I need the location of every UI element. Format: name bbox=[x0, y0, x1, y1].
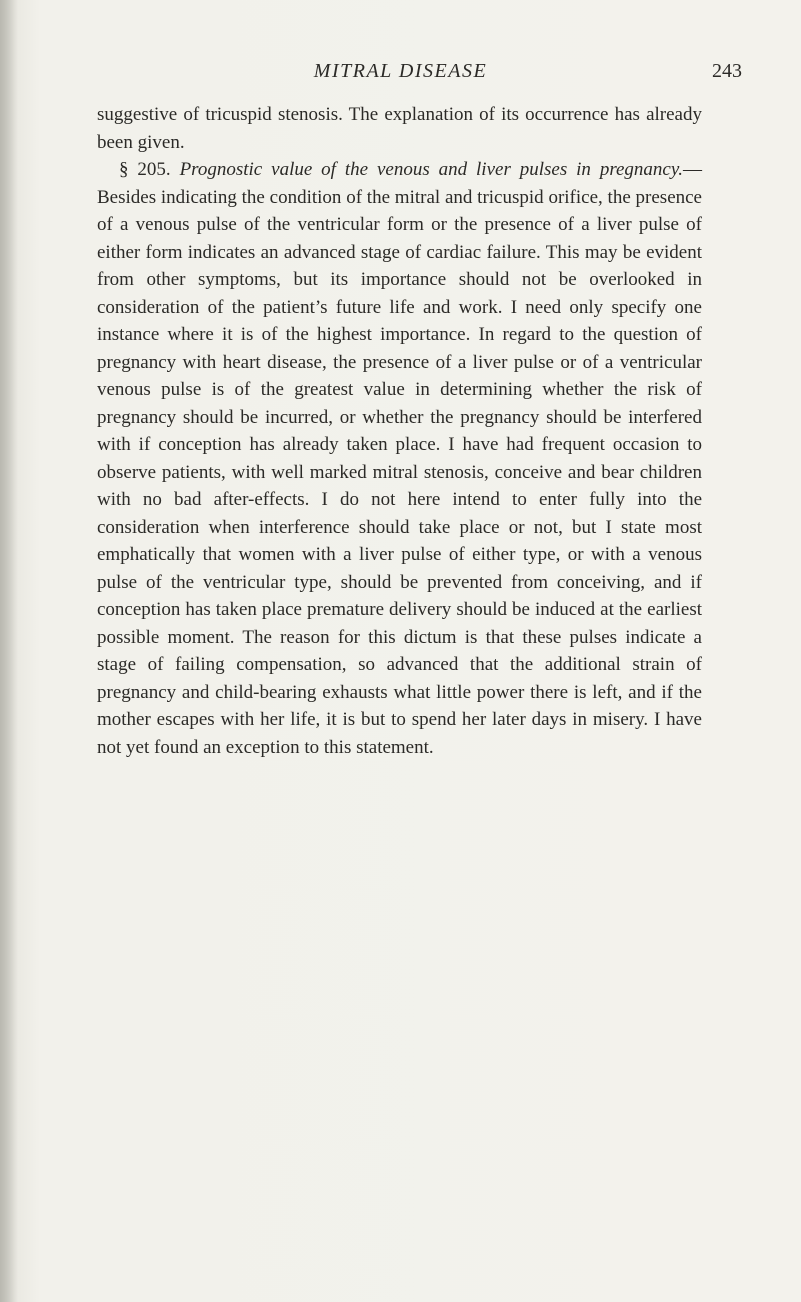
running-head bbox=[0, 58, 801, 88]
paragraph-text: suggestive of tricuspid stenosis. The explanation of its occurrence has already been given. bbox=[97, 104, 702, 153]
body-text bbox=[97, 101, 702, 761]
running-title: MITRAL DISEASE bbox=[313, 60, 488, 82]
paragraph-continuation bbox=[97, 101, 702, 156]
page-number: 243 bbox=[712, 60, 742, 82]
paragraph-text: —Besides indicating the condition of the mitral and tricuspid orifice, the presence of a venous pulse of the ventricular form or the presence of a liver pulse of either form indicates an advanced stage of cardiac failure. This may be evident from other symptoms, but its importance should not be overlooked in consideration of the patient’s future life and work. I need only specify one instance where it is of the highest importance. In regard to the question of pregnancy with heart disease, the presence of a liver pulse or of a ventricular venous pulse is of the greatest value in determining whether the risk of pregnancy should be incurred, or whether the pregnancy should be interfered with if conception has already taken place. I have had frequent occasion to observe patients, with well marked mitral stenosis, conceive and bear children with no bad after-effects. I do not here intend to enter fully into the consideration when interference should take place or not, but I state most emphatically that women with a liver pulse of either type, or with a venous pulse of the ventricular type, should be prevented from conceiving, and if conception has taken place premature delivery should be induced at the earliest possible moment. The reason for this dictum is that these pulses indicate a stage of failing compensation, so advanced that the additional strain of pregnancy and child-bearing exhausts what little power there is left, and if the mother escapes with her life, it is but to spend her later days in misery. I have not yet found an exception to this statement. bbox=[97, 159, 703, 758]
section-heading: Prognostic value of the venous and liver pulses in pregnancy. bbox=[179, 159, 684, 180]
gutter-shadow bbox=[0, 0, 18, 1302]
section-number: § 205. bbox=[119, 159, 171, 180]
paragraph-section-205 bbox=[97, 156, 702, 761]
